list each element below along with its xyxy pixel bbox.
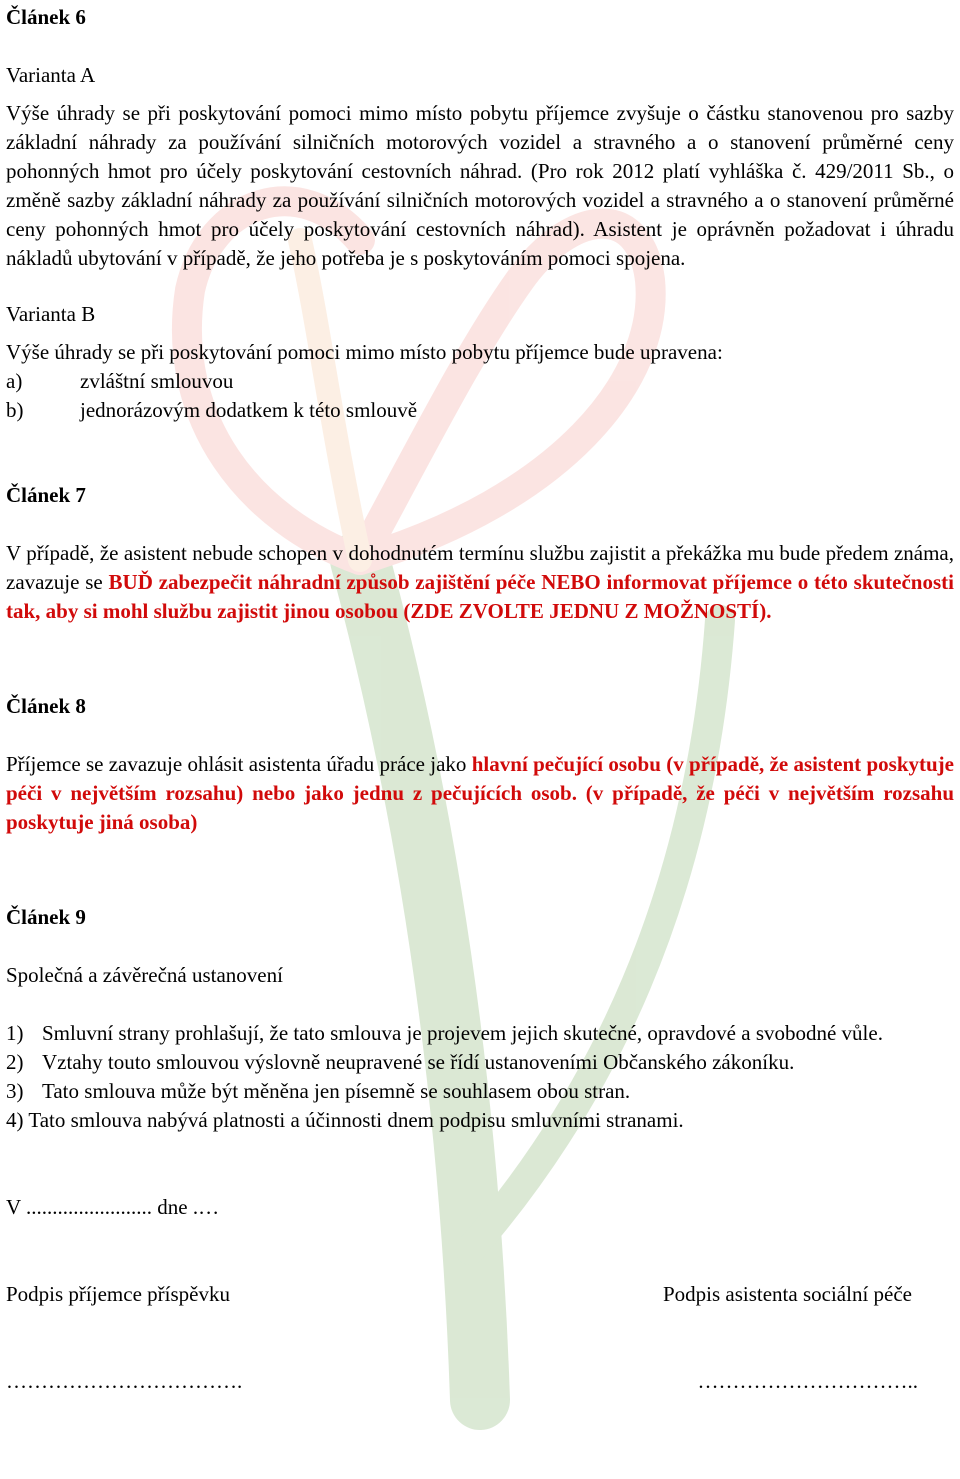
assistant-signature-label: Podpis asistenta sociální péče bbox=[662, 1282, 912, 1306]
article-7-paragraph bbox=[6, 539, 954, 626]
recipient-signature-label: Podpis příjemce příspěvku bbox=[6, 1282, 230, 1306]
list-item-mark: a) bbox=[6, 369, 23, 393]
article-8-paragraph bbox=[6, 750, 954, 837]
final-provisions-list bbox=[6, 1019, 954, 1106]
final-provision-4: 4) Tato smlouva nabývá platnosti a účinnosti dnem podpisu smluvními stranami. bbox=[6, 1108, 684, 1132]
list-item-number: 1) bbox=[6, 1021, 24, 1045]
recipient-signature-line: ……………………………. bbox=[6, 1369, 243, 1393]
article-7-options-text: BUĎ zabezpečit náhradní způsob zajištění péče NEBO informovat příjemce o této skutečnosti tak, aby si mohl službu zajistit jinou osobou (ZDE ZVOLTE JEDNU Z MOŽNOSTÍ). bbox=[6, 570, 954, 623]
article-9-title: Článek 9 bbox=[6, 905, 86, 929]
list-item-text: jednorázovým dodatkem k této smlouvě bbox=[80, 398, 418, 422]
list-item bbox=[6, 1048, 954, 1077]
signature-labels bbox=[6, 1280, 912, 1309]
article-6-title: Článek 6 bbox=[6, 5, 86, 29]
article-7-title: Článek 7 bbox=[6, 483, 86, 507]
article-7-text: V případě, že asistent nebude schopen v dohodnutém termínu službu zajistit a překážka mu bude předem známa, zavazuje se bbox=[6, 541, 954, 594]
article-8-text: Příjemce se zavazuje ohlásit asistenta úřadu práce jako bbox=[6, 752, 472, 776]
list-item bbox=[6, 1077, 954, 1106]
list-item bbox=[6, 367, 954, 396]
variant-b-label: Varianta B bbox=[6, 302, 96, 326]
article-8-title: Článek 8 bbox=[6, 694, 86, 718]
variant-b-options bbox=[6, 367, 954, 425]
list-item bbox=[6, 396, 954, 425]
article-9-subtitle: Společná a závěrečná ustanovení bbox=[6, 963, 283, 987]
variant-a-accommodation-text: Asistent je oprávněn požadovat i úhradu nákladů ubytování v případě, že jeho potřeba je s poskytováním pomoci spojena. bbox=[6, 217, 954, 270]
variant-b-intro: Výše úhrady se při poskytování pomoci mimo místo pobytu příjemce bude upravena: bbox=[6, 340, 723, 364]
variant-a-text: Výše úhrady se při poskytování pomoci mimo místo pobytu příjemce zvyšuje o částku stanovenou pro sazby základní náhrady za používání silničních motorových vozidel a stravného a o stanovení průměrné ceny pohonných hmot pro účely poskytování cestovních náhrad. (Pro rok 2012 platí vyhláška č. 429/2011 Sb., o změně sazby základní náhrady za používání silničních motorových vozidel a stravného a o stanovení průměrné ceny pohonných hmot pro účely poskytování cestovních náhrad). bbox=[6, 101, 954, 241]
assistant-signature-line: ………………………….. bbox=[697, 1369, 918, 1393]
list-item-text: zvláštní smlouvou bbox=[80, 369, 234, 393]
variant-a-label: Varianta A bbox=[6, 63, 96, 87]
list-item-text: Tato smlouva může být měněna jen písemně se souhlasem obou stran. bbox=[42, 1079, 631, 1103]
list-item-number: 3) bbox=[6, 1079, 24, 1103]
contract-document bbox=[6, 3, 954, 1396]
variant-a-paragraph bbox=[6, 99, 954, 273]
place-and-date-line: V ........................ dne .… bbox=[6, 1195, 220, 1219]
list-item-text: Smluvní strany prohlašují, že tato smlouva je projevem jejich skutečné, opravdové a svobodné vůle. bbox=[42, 1021, 883, 1045]
list-item-number: 2) bbox=[6, 1050, 24, 1074]
signature-lines bbox=[6, 1367, 918, 1396]
list-item-mark: b) bbox=[6, 398, 24, 422]
article-8-options-text: hlavní pečující osobu (v případě, že asistent poskytuje péči v největším rozsahu) nebo jako jednu z pečujících osob. (v případě, že péči v největším rozsahu poskytuje jiná osoba) bbox=[6, 752, 955, 834]
list-item-text: Vztahy touto smlouvou výslovně neupravené se řídí ustanoveními Občanského zákoníku. bbox=[42, 1050, 795, 1074]
list-item bbox=[6, 1019, 954, 1048]
